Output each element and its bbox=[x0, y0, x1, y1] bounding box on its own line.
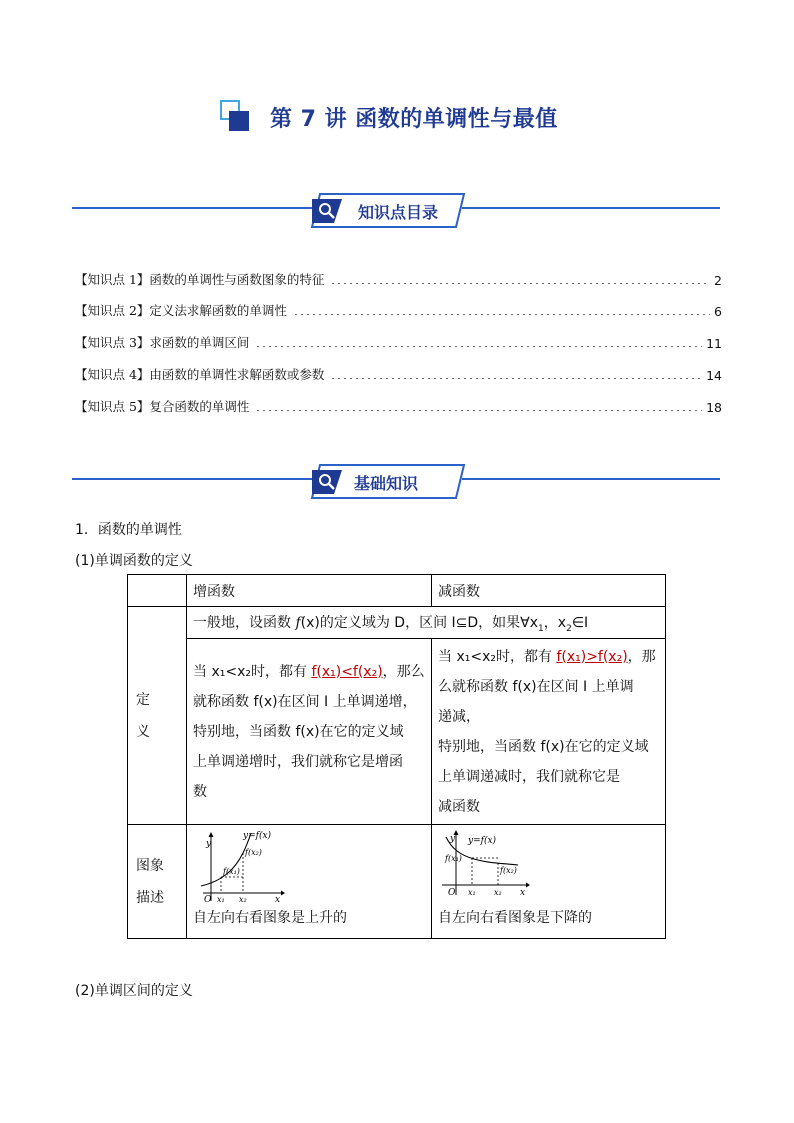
column-header-decreasing: 减函数 bbox=[432, 575, 666, 607]
svg-text:O: O bbox=[448, 888, 456, 898]
toc-item[interactable] bbox=[75, 331, 722, 351]
toc-item-page: 2 bbox=[714, 273, 722, 288]
search-icon bbox=[318, 202, 336, 220]
toc-item-page: 14 bbox=[706, 368, 722, 383]
svg-text:f(x₂): f(x₂) bbox=[500, 866, 517, 875]
toc-item-title: 【知识点 1】函数的单调性与函数图象的特征 bbox=[75, 272, 325, 287]
svg-text:O: O bbox=[204, 895, 212, 903]
svg-text:x: x bbox=[275, 895, 281, 903]
increasing-graph-caption: 自左向右看图象是上升的 bbox=[193, 910, 347, 926]
search-icon bbox=[318, 473, 336, 491]
square-icon bbox=[220, 100, 254, 134]
section-banner-toc bbox=[72, 191, 720, 231]
section-banner-basics bbox=[72, 462, 720, 502]
subheading-definition: (1)单调函数的定义 bbox=[75, 553, 193, 569]
svg-text:y: y bbox=[450, 834, 456, 844]
toc-leader bbox=[330, 283, 710, 284]
toc-item[interactable] bbox=[75, 395, 722, 415]
toc-item[interactable] bbox=[75, 299, 722, 319]
toc-item-page: 6 bbox=[714, 304, 722, 319]
column-header-increasing: 增函数 bbox=[187, 575, 432, 607]
svg-text:x: x bbox=[520, 888, 526, 898]
toc-leader bbox=[293, 314, 710, 315]
toc-item[interactable] bbox=[75, 363, 722, 383]
toc-leader bbox=[330, 378, 702, 379]
decreasing-graph-cell bbox=[432, 825, 666, 939]
page-title: 第 7 讲 函数的单调性与最值 bbox=[270, 107, 558, 132]
increasing-graph-cell bbox=[187, 825, 432, 939]
decreasing-graph-caption: 自左向右看图象是下降的 bbox=[438, 910, 592, 926]
increasing-condition: f(x₁)<f(x₂) bbox=[311, 663, 383, 680]
definition-table bbox=[127, 574, 666, 939]
row-label-graph: 图象 描述 bbox=[128, 825, 187, 939]
toc-item-title: 【知识点 3】求函数的单调区间 bbox=[75, 335, 250, 350]
svg-text:f(x₁): f(x₁) bbox=[223, 867, 240, 876]
svg-text:x₂: x₂ bbox=[239, 895, 247, 903]
svg-text:x₁: x₁ bbox=[217, 895, 225, 903]
decreasing-condition: f(x₁)>f(x₂) bbox=[556, 648, 628, 665]
increasing-function-graph bbox=[193, 829, 285, 903]
toc-leader bbox=[255, 410, 702, 411]
svg-text:f(x₁): f(x₁) bbox=[445, 854, 462, 863]
section-heading: 基础知识 bbox=[354, 474, 419, 493]
page-title-block bbox=[220, 100, 640, 140]
decreasing-definition-cell: 当 x₁<x₂时，都有 f(x₁)>f(x₂)，那 么就称函数 f(x)在区间 I 上单调 递减， 特别地，当函数 f(x)在它的定义域 上单调递减时，我们就称它是 减函数 bbox=[432, 639, 666, 825]
svg-text:y=f(x): y=f(x) bbox=[243, 831, 272, 841]
subheading-interval: (2)单调区间的定义 bbox=[75, 983, 193, 999]
increasing-definition-cell: 当 x₁<x₂时，都有 f(x₁)<f(x₂)，那么 就称函数 f(x)在区间 I 上单调递增， 特别地，当函数 f(x)在它的定义域 上单调递增时，我们就称它是增函 数 bbox=[187, 639, 432, 825]
toc-leader bbox=[255, 346, 702, 347]
row-label-definition: 定 义 bbox=[128, 607, 187, 825]
svg-text:y: y bbox=[206, 839, 212, 849]
decreasing-function-graph bbox=[438, 829, 530, 903]
heading-function-monotonicity: 1．函数的单调性 bbox=[75, 522, 182, 538]
toc-item-title: 【知识点 4】由函数的单调性求解函数或参数 bbox=[75, 367, 325, 382]
svg-text:x₂: x₂ bbox=[494, 888, 502, 897]
toc-item-page: 11 bbox=[706, 336, 722, 351]
common-condition-cell: 一般地，设函数 f(x)的定义域为 D，区间 I⊆D，如果$\forall x_1$，$x_2\in I$ bbox=[187, 607, 666, 639]
toc-item[interactable] bbox=[75, 268, 722, 288]
table-corner-cell bbox=[128, 575, 187, 607]
toc-item-page: 18 bbox=[706, 400, 722, 415]
toc-item-title: 【知识点 2】定义法求解函数的单调性 bbox=[75, 303, 287, 318]
svg-text:x₁: x₁ bbox=[468, 888, 476, 897]
toc-item-title: 【知识点 5】复合函数的单调性 bbox=[75, 399, 250, 414]
section-heading: 知识点目录 bbox=[358, 203, 439, 222]
svg-text:f(x₂): f(x₂) bbox=[245, 848, 262, 857]
svg-text:y=f(x): y=f(x) bbox=[468, 836, 497, 846]
